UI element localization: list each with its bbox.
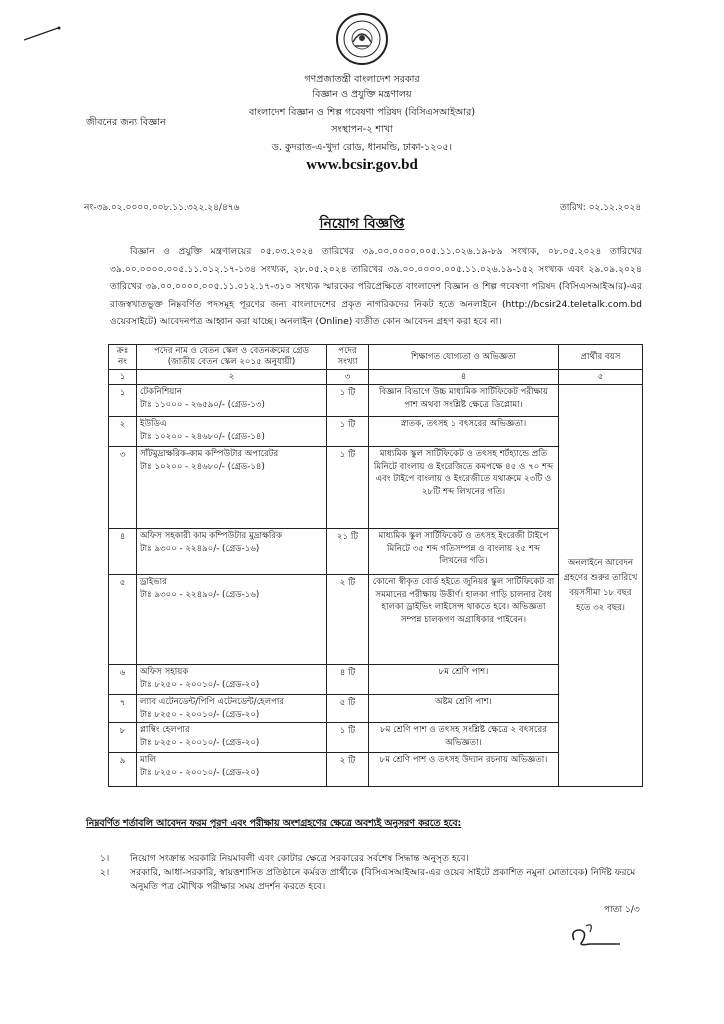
cell-sl: ১ bbox=[109, 385, 137, 417]
post-name: মালি bbox=[140, 755, 157, 765]
col-number: ৫ bbox=[559, 370, 643, 385]
post-name: টেকনিশিয়ান bbox=[140, 387, 182, 397]
cell-qualification: ৮ম শ্রেণি পাশ। bbox=[369, 665, 559, 695]
post-name: প্লাম্বিং হেলপার bbox=[140, 725, 190, 735]
column-number-row bbox=[109, 370, 643, 385]
cell-post bbox=[137, 385, 327, 417]
cell-sl: ৮ bbox=[109, 723, 137, 753]
cell-post bbox=[137, 447, 327, 529]
post-name: ইউডিএ bbox=[140, 419, 167, 429]
pay-scale: টাঃ ১০২০০ - ২৪৬৮০/- (গ্রেড-১৪) bbox=[140, 461, 265, 472]
post-name: সাঁটমুদ্রাক্ষরিক-কাম কম্পিউটার অপারেটর bbox=[140, 449, 279, 459]
cell-age-limit: অনলাইনে আবেদন গ্রহণের শুরুর তারিখে বয়সসীমা ১৮ বছর হতে ৩২ বছর। bbox=[559, 385, 643, 787]
pay-scale: টাঃ ৮২৫০ - ২০০১০/- (গ্রেড-২০) bbox=[140, 767, 260, 778]
cell-count: ১ টি bbox=[327, 723, 369, 753]
cell-qualification: মাধ্যমিক স্কুল সার্টিফিকেট ও তৎসহ শর্টহ্যান্ডে প্রতি মিনিটে বাংলায় ও ইংরেজিতে কমপক্ষে ৪৫ ও ৭০ শব্দ এবং টাইপে বাংলায় ও ইংরেজীতে যথাক্রমে ২৩টি ও ২৮টি শব্দ লিখনের গতি। bbox=[369, 447, 559, 529]
condition-item bbox=[100, 866, 640, 894]
cell-qualification: বিজ্ঞান বিভাগে উচ্চ মাধ্যমিক সার্টিফিকেট পরীক্ষায় পাশ অথবা সংশ্লিষ্ট ক্ষেত্রে ডিপ্লোমা। bbox=[369, 385, 559, 417]
cell-qualification: মাধ্যমিক স্কুল সার্টিফিকেট ও তৎসহ ইংরেজী টাইপে মিনিটে ৩৫ শব্দ গতিসম্পন্ন ও বাংলায় ২৫ শব্দ লিখনের গতি। bbox=[369, 529, 559, 575]
pay-scale: টাঃ ৮২৫০ - ২০০১০/- (গ্রেড-২০) bbox=[140, 737, 260, 748]
cell-post bbox=[137, 575, 327, 665]
table-row bbox=[109, 385, 643, 417]
col-header-post: পদের নাম ও বেতন স্কেল ও বেতনক্রমের গ্রেড (জাতীয় বেতন স্কেল ২০১৫ অনুযায়ী) bbox=[137, 345, 327, 370]
post-name: অফিস সহকারী কাম কম্পিউটার মুদ্রাক্ষরিক bbox=[140, 531, 283, 541]
intro-paragraph: বিজ্ঞান ও প্রযুক্তি মন্ত্রণালয়ের ০৫.০৩.২০২৪ তারিখের ৩৯.০০.০০০০.০০৫.১১.০২৬.১৯-৮৯ সংখ্যক, ০৮.০৫.২০২৪ তারিখের ৩৯.০০.০০০০.০০৫.১১.০১২.১৭-১৩৪ সংখ্যক, ২৮.০৫.২০২৪ তারিখের ৩৯.০০.০০০০.০০৫.১১.০২৬.১৯-১৫২ সংখ্যক এবং ২৯.০৯.২০২৪ তারিখের ৩৯.০০.০০০০.০০৫.১১.০১২.১৭-৩১০ সংখ্যক স্মারকের পরিপ্রেক্ষিতে বাংলাদেশ বিজ্ঞান ও শিল্প গবেষণা পরিষদ (বিসিএসআইআর)-এর রাজস্বখাতভুক্ত নিম্নবর্ণিত পদসমূহ পূরণের জন্য বাংলাদেশের প্রকৃত নাগরিকদের নিকট হতে অনলাইনে (http://bcsir24.teletalk.com.bd ওয়েবসাইটে) আবেদনপত্র আহ্বান করা যাচ্ছে। অনলাইন (Online) ব্যতীত কোন আবেদন গ্রহণ করা হবে না। bbox=[110, 246, 642, 328]
cell-count: ৪ টি bbox=[327, 665, 369, 695]
col-header-sl: ক্রঃ নং bbox=[109, 345, 137, 370]
cell-post bbox=[137, 695, 327, 723]
table-header-row bbox=[109, 345, 643, 370]
cell-count: ২১ টি bbox=[327, 529, 369, 575]
pay-scale: টাঃ ১০২০০ - ২৪৬৮০/- (গ্রেড-১৪) bbox=[140, 431, 265, 442]
reference-number: নং-৩৯.০২.০০০০.০০৮.১১.৩২২.২৪/৪৭৬ bbox=[84, 203, 240, 213]
tagline: জীবনের জন্য বিজ্ঞান bbox=[86, 117, 166, 128]
condition-number: ২। bbox=[100, 867, 110, 878]
cell-sl: ৯ bbox=[109, 753, 137, 787]
pay-scale: টাঃ ১১০০০ - ২৬৫৯০/- (গ্রেড-১৩) bbox=[140, 399, 265, 410]
cell-sl: ৭ bbox=[109, 695, 137, 723]
cell-qualification: ৮ম শ্রেণি পাশ ও তৎসহ সংশ্লিষ্ট ক্ষেত্রে ২ বৎসরের অভিজ্ঞতা। bbox=[369, 723, 559, 753]
condition-text: নিয়োগ সংক্রান্ত সরকারি নিয়মাবলী এবং কোটার ক্ষেত্রে সরকারের সর্বশেষ সিদ্ধান্ত অনুসৃত হবে। bbox=[130, 853, 469, 864]
post-name: ল্যাব এটেনডেন্ট/পিপি এটেনডেন্ট/হেলপার bbox=[140, 697, 285, 707]
pay-scale: টাঃ ৯৩০০ - ২২৪৯০/- (গ্রেড-১৬) bbox=[140, 543, 260, 554]
cell-sl: ৬ bbox=[109, 665, 137, 695]
cell-post bbox=[137, 417, 327, 447]
cell-qualification: স্নাতক, তৎসহ ১ বৎসরের অভিজ্ঞতা। bbox=[369, 417, 559, 447]
cell-sl: ৪ bbox=[109, 529, 137, 575]
cell-post bbox=[137, 723, 327, 753]
cell-qualification: অষ্টম শ্রেণি পাশ। bbox=[369, 695, 559, 723]
cell-count: ২ টি bbox=[327, 753, 369, 787]
bcsir-emblem-logo bbox=[335, 12, 389, 66]
col-header-age: প্রার্থীর বয়স bbox=[559, 345, 643, 370]
cell-count: ৫ টি bbox=[327, 695, 369, 723]
notice-title: নিয়োগ বিজ্ঞপ্তি bbox=[319, 216, 405, 232]
cell-sl: ৩ bbox=[109, 447, 137, 529]
address: ড. কুদরাত-এ-খুদা রোড, ধানমন্ডি, ঢাকা-১২০৫। bbox=[271, 142, 453, 153]
pay-scale: টাঃ ৯৩০০ - ২২৪৯০/- (গ্রেড-১৬) bbox=[140, 589, 260, 600]
branch-name: সংস্থাপন-২ শাখা bbox=[331, 124, 393, 135]
col-header-qualification: শিক্ষাগত যোগ্যতা ও অভিজ্ঞতা bbox=[369, 345, 559, 370]
condition-number: ১। bbox=[100, 853, 110, 864]
pay-scale: টাঃ ৮২৫০ - ২০০১০/- (গ্রেড-২০) bbox=[140, 709, 260, 720]
post-name: অফিস সহায়ক bbox=[140, 667, 189, 677]
page-number: পাতা ১/৩ bbox=[604, 905, 640, 915]
condition-item bbox=[100, 852, 640, 866]
cell-qualification: ৮ম শ্রেণি পাশ ও তৎসহ উদ্যান রচনায় অভিজ্ঞতা। bbox=[369, 753, 559, 787]
pen-mark-icon bbox=[22, 24, 62, 44]
col-number: ২ bbox=[137, 370, 327, 385]
conditions-heading: নিম্নবর্ণিত শর্তাবলি আবেদন ফরম পূরণ এবং পরীক্ষায় অংশগ্রহণের ক্ষেত্রে অবশ্যই অনুসরণ করতে হবে: bbox=[86, 818, 462, 829]
cell-post bbox=[137, 529, 327, 575]
cell-post bbox=[137, 753, 327, 787]
post-name: ড্রাইভার bbox=[140, 577, 167, 587]
vacancy-table bbox=[108, 344, 643, 787]
council-name: বাংলাদেশ বিজ্ঞান ও শিল্প গবেষণা পরিষদ (বিসিএসআইআর) bbox=[248, 107, 476, 118]
cell-count: ১ টি bbox=[327, 385, 369, 417]
cell-count: ২ টি bbox=[327, 575, 369, 665]
cell-post bbox=[137, 665, 327, 695]
pay-scale: টাঃ ৮২৫০ - ২০০১০/- (গ্রেড-২০) bbox=[140, 679, 260, 690]
website-link[interactable]: www.bcsir.gov.bd bbox=[306, 157, 418, 173]
cell-count: ১ টি bbox=[327, 417, 369, 447]
govt-name: গণপ্রজাতন্ত্রী বাংলাদেশ সরকার bbox=[304, 74, 420, 85]
col-header-count: পদের সংখ্যা bbox=[327, 345, 369, 370]
cell-sl: ২ bbox=[109, 417, 137, 447]
condition-text: সরকারি, আধা-সরকারি, স্বায়ত্তশাসিত প্রতিষ্ঠানে কর্মরত প্রার্থীকে (বিসিএসআইআর-এর ওয়েব সাইটে প্রকাশিত নমুনা মোতাবেক) নির্দিষ্ট ফরমে অনুমতি পত্র মৌখিক পরীক্ষার সময় প্রদর্শন করতে হবে। bbox=[130, 867, 636, 892]
issue-date: তারিখ: ০২.১২.২০২৪ bbox=[560, 203, 642, 213]
col-number: ৪ bbox=[369, 370, 559, 385]
col-number: ১ bbox=[109, 370, 137, 385]
cell-qualification: কোনো স্বীকৃত বোর্ড হইতে জুনিয়র স্কুল সার্টিফিকেট বা সমমানের পরীক্ষায় উত্তীর্ণ। হালকা গাড়ি চালনার বৈধ হালকা ড্রাইভিং লাইসেন্স থাকতে হবে। অভিজ্ঞতা সম্পন্ন চালকগণ অগ্রাধিকার পাইবেন। bbox=[369, 575, 559, 665]
col-number: ৩ bbox=[327, 370, 369, 385]
cell-sl: ৫ bbox=[109, 575, 137, 665]
ministry-name: বিজ্ঞান ও প্রযুক্তি মন্ত্রণালয় bbox=[312, 89, 412, 100]
signature bbox=[568, 918, 628, 952]
cell-count: ১ টি bbox=[327, 447, 369, 529]
